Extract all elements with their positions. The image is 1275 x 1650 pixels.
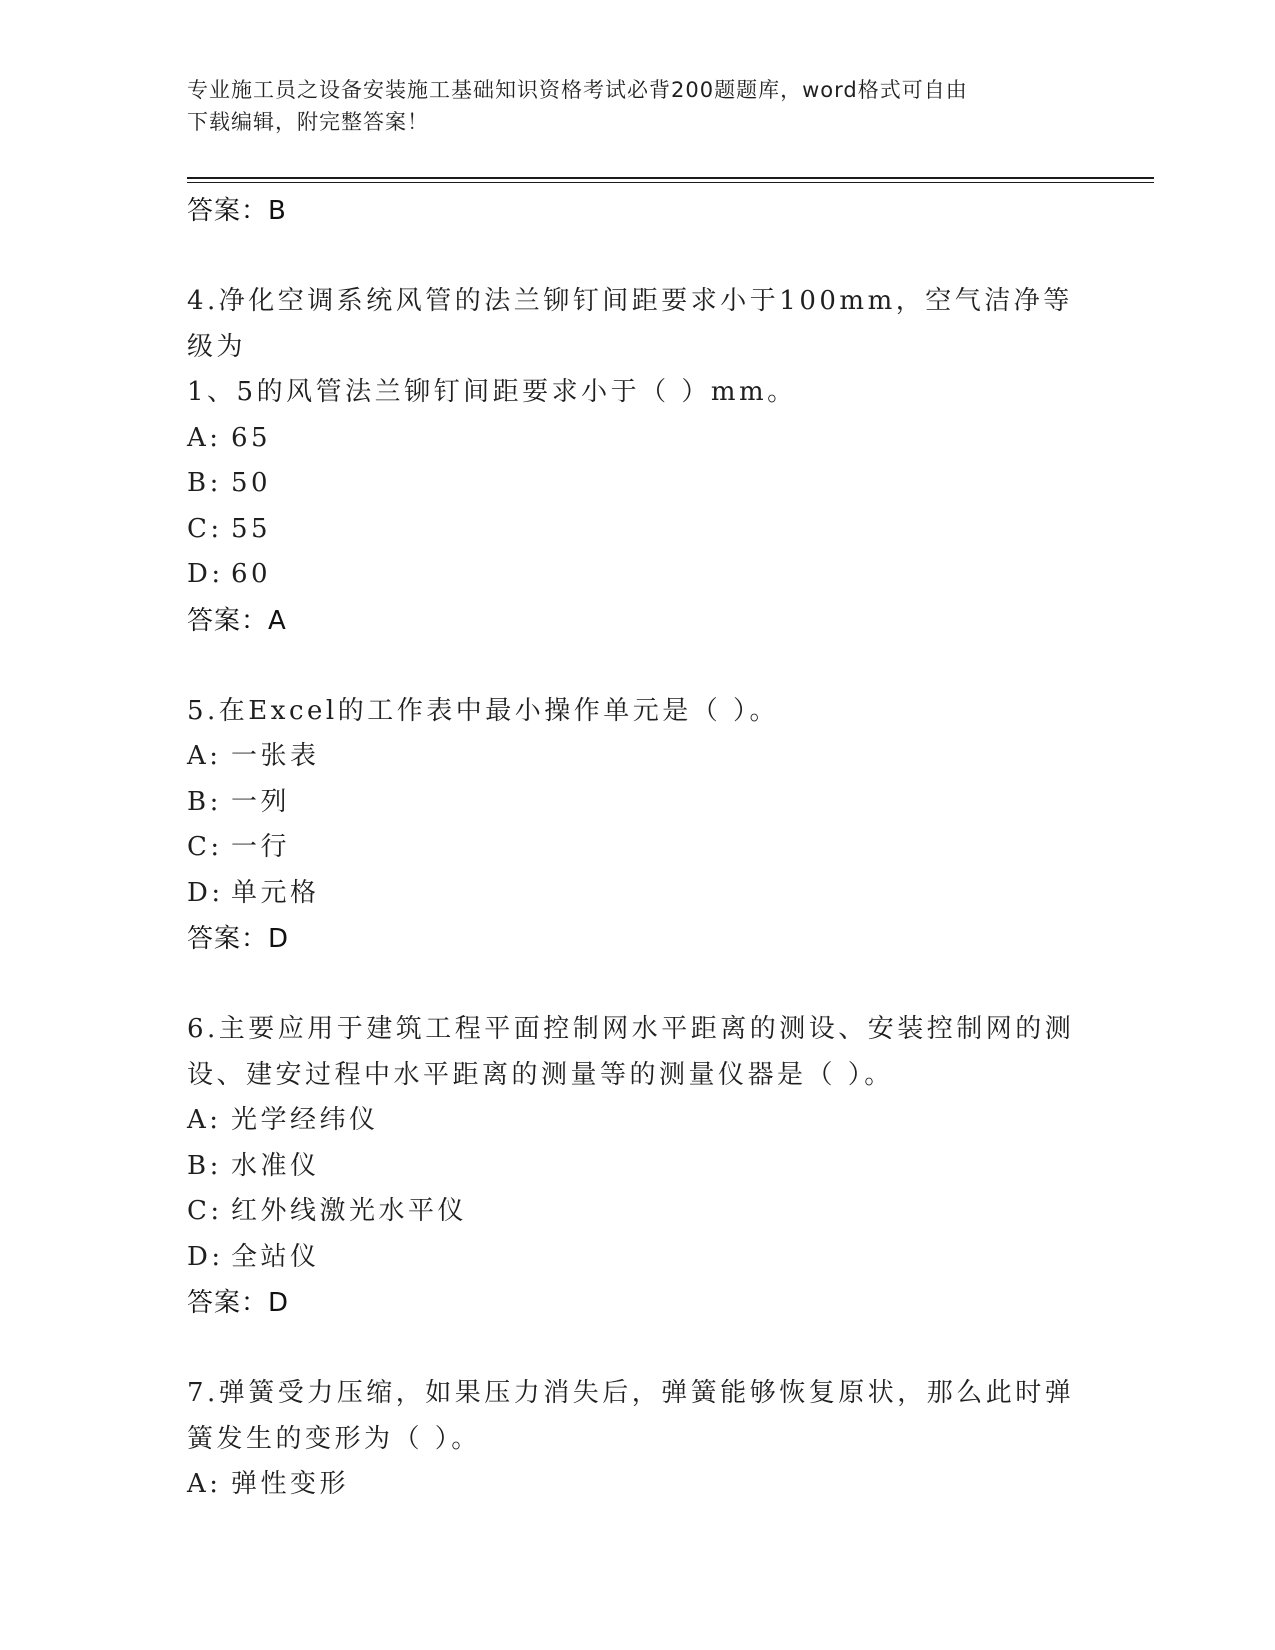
answer-line: 答案：D [187,924,290,954]
option-key: B: [187,468,222,498]
document-body [187,188,1087,1508]
option-key: B: [187,1150,222,1181]
option-text: 弹性变形 [231,1469,350,1499]
question-text [187,279,1087,416]
option-text: 红外线激光水平仪 [231,1196,468,1226]
option-key: D: [187,559,224,589]
option-a [187,1462,1087,1508]
option-text: 55 [231,513,272,544]
question-text [187,689,1087,735]
answer-line: 答案：A [187,605,287,636]
option-text: 光学经纬仪 [231,1105,379,1135]
question-line-1: 5.在Excel的工作表中最小操作单元是（ ）。 [187,695,779,726]
option-key: D: [187,877,224,908]
question-line-2: 设、建安过程中水平距离的测量等的测量仪器是（ ）。 [187,1059,894,1090]
option-c [187,825,1087,871]
question-block-7 [187,1371,1087,1508]
option-key: A: [187,741,222,771]
option-text: 一列 [231,786,291,817]
option-c [187,1189,1087,1235]
option-text: 一张表 [231,741,320,771]
header-line-1: 专业施工员之设备安装施工基础知识资格考试必背200题题库，word格式可自由 [187,78,968,102]
spacer [187,644,1087,689]
option-key: A: [187,1105,222,1135]
option-d [187,552,1087,598]
option-key: D: [187,1241,224,1272]
option-d [187,871,1087,917]
header-divider-thick [187,177,1154,179]
option-a [187,416,1087,462]
header-divider-thin [187,182,1154,183]
spacer [187,962,1087,1007]
option-key: B: [187,786,222,817]
option-b [187,780,1087,826]
spacer [187,1326,1087,1371]
question-block-4 [187,279,1087,644]
option-text: 一行 [231,832,291,862]
option-a [187,734,1087,780]
option-key: C: [187,1196,223,1226]
question-line-1: 4.净化空调系统风管的法兰铆钉间距要求小于100mm，空气洁净等级为 [187,286,1073,362]
option-key: A: [187,1469,222,1499]
option-key: C: [187,832,223,862]
question-line-1: 7.弹簧受力压缩，如果压力消失后，弹簧能够恢复原状，那么此时弹 [187,1378,1075,1408]
answer-line: 答案：D [187,1288,290,1318]
document-header [187,74,1067,138]
spacer [187,234,1087,279]
option-text: 全站仪 [231,1241,320,1272]
question-block-6 [187,1007,1087,1326]
question-block-5 [187,689,1087,963]
option-c [187,507,1087,553]
option-b [187,461,1087,507]
question-line-2: 簧发生的变形为（ ）。 [187,1423,481,1454]
option-b [187,1144,1087,1190]
option-text: 单元格 [231,877,320,908]
question-text [187,1371,1087,1462]
option-a [187,1098,1087,1144]
option-text: 65 [231,422,272,453]
option-text: 水准仪 [231,1150,320,1181]
option-key: A: [187,422,222,453]
option-d [187,1235,1087,1281]
question-text [187,1007,1087,1098]
option-text: 50 [231,468,272,498]
header-line-2: 下载编辑，附完整答案！ [187,110,429,134]
option-key: C: [187,513,223,544]
question-line-2: 1、5的风管法兰铆钉间距要求小于（ ）mm。 [187,377,797,407]
option-text: 60 [231,559,272,589]
question-line-1: 6.主要应用于建筑工程平面控制网水平距离的测设、安装控制网的测 [187,1014,1075,1044]
answer-line: 答案：B [187,196,287,226]
